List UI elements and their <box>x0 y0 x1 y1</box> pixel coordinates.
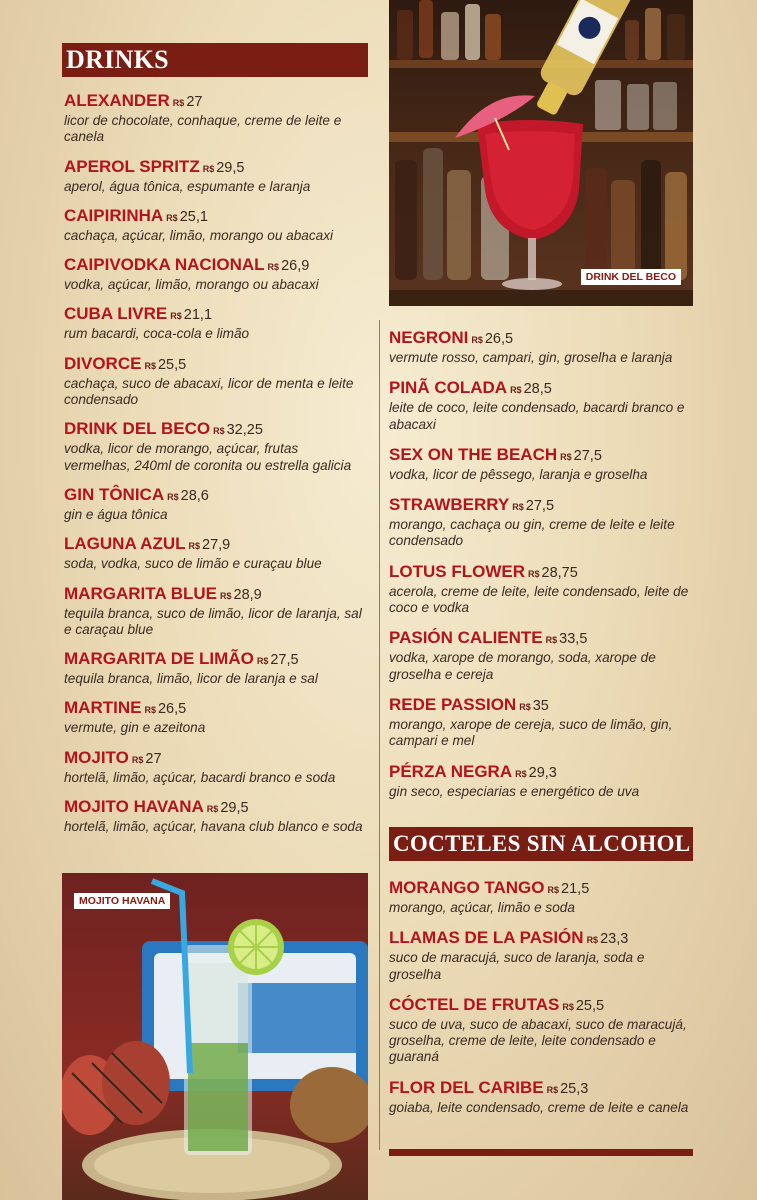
drinks-section-title: DRINKS <box>62 43 368 77</box>
menu-item-name: CAIPIVODKA NACIONAL <box>64 255 265 275</box>
menu-item-description: morango, açúcar, limão e soda <box>389 900 575 915</box>
menu-item-header <box>389 495 689 517</box>
menu-item-name: MARGARITA BLUE <box>64 583 217 603</box>
menu-item-price: 27,5 <box>270 652 299 669</box>
menu-item-name: NEGRONI <box>389 328 469 347</box>
menu-item-price: 29,3 <box>528 764 557 781</box>
menu-item <box>389 628 689 683</box>
menu-item-header <box>64 91 364 113</box>
menu-item-description: hortelã, limão, açúcar, havana club blanco e soda <box>64 819 363 835</box>
menu-item <box>389 562 689 617</box>
menu-item-header <box>389 378 689 400</box>
mojito-havana-label: MOJITO HAVANA <box>74 893 170 909</box>
menu-item <box>64 649 364 687</box>
menu-item-currency: R$ <box>167 491 179 502</box>
menu-item-name: MARTINE <box>64 698 142 718</box>
menu-item-price: 21,1 <box>183 307 213 324</box>
menu-item-price: 28,9 <box>233 586 262 603</box>
menu-item-currency: R$ <box>547 885 560 895</box>
menu-item-price: 27,5 <box>573 447 602 464</box>
menu-item <box>389 762 689 800</box>
menu-item-currency: R$ <box>202 163 215 174</box>
menu-item-description: vodka, açúcar, limão, morango ou abacaxi <box>64 277 319 293</box>
menu-item-description: licor de chocolate, conhaque, creme de leite e canela <box>64 113 342 145</box>
menu-item-description: gin e água tônica <box>64 506 168 522</box>
drink-del-beco-photo <box>389 0 693 306</box>
menu-item-description: vodka, licor de pêssego, laranja e groselha <box>389 466 648 482</box>
menu-item <box>64 748 364 786</box>
mojito-havana-illustration <box>62 873 368 1200</box>
menu-item-header <box>389 695 689 717</box>
menu-item-name: CUBA LIVRE <box>64 304 168 324</box>
menu-item-currency: R$ <box>131 754 144 765</box>
menu-item-name: PASIÓN CALIENTE <box>389 628 543 648</box>
menu-item-header <box>64 698 364 720</box>
menu-item-description: morango, cachaça ou gin, creme de leite e leite condensado <box>389 517 675 549</box>
menu-item-name: GIN TÔNICA <box>64 484 165 504</box>
menu-item <box>64 304 364 342</box>
menu-item-header <box>64 534 364 556</box>
menu-item-price: 27 <box>145 750 162 767</box>
menu-item-header <box>64 419 364 441</box>
menu-item-description: suco de maracujá, suco de laranja, soda e groselha <box>389 950 645 982</box>
menu-item-currency: R$ <box>519 701 531 712</box>
menu-item <box>389 378 689 433</box>
menu-item-currency: R$ <box>560 451 572 462</box>
menu-item <box>389 928 689 983</box>
menu-item-price: 28,75 <box>541 564 578 581</box>
menu-item-name: CAIPIRINHA <box>64 205 164 225</box>
menu-item <box>389 1078 689 1116</box>
column-divider <box>379 320 380 1150</box>
drink-del-beco-illustration <box>389 0 693 306</box>
menu-item-description: cachaça, suco de abacaxi, licor de menta e leite condensado <box>64 375 354 408</box>
menu-item-name: DIVORCE <box>64 353 142 373</box>
menu-item-name: MORANGO TANGO <box>389 878 545 897</box>
menu-item-name: LOTUS FLOWER <box>389 561 525 581</box>
menu-item-currency: R$ <box>172 98 185 108</box>
menu-item-currency: R$ <box>206 804 219 815</box>
menu-item <box>389 878 689 916</box>
menu-item-currency: R$ <box>586 935 599 946</box>
menu-item-header <box>64 255 364 277</box>
menu-item <box>64 797 364 835</box>
menu-item-header <box>64 354 364 376</box>
menu-item-description: vodka, licor de morango, açúcar, frutas vermelhas, 240ml de coronita ou estrella galicia <box>64 441 352 473</box>
menu-item-currency: R$ <box>545 635 558 646</box>
menu-item-header <box>64 649 364 671</box>
menu-item <box>64 485 364 523</box>
menu-item <box>64 255 364 293</box>
menu-item-name: MARGARITA DE LIMÃO <box>64 649 254 669</box>
menu-item-description: vermute, gin e azeitona <box>64 720 206 736</box>
menu-item-name: PÉRZA NEGRA <box>389 761 513 781</box>
menu-item-name: MOJITO HAVANA <box>64 797 204 817</box>
menu-item-price: 29,5 <box>216 159 245 176</box>
menu-item-name: MOJITO <box>64 747 129 767</box>
menu-item-price: 25,1 <box>179 208 208 225</box>
menu-item-currency: R$ <box>144 705 156 716</box>
menu-item-price: 33,5 <box>559 631 588 648</box>
menu-item-description: tequila branca, suco de limão, licor de laranja, sal e caraçau blue <box>64 605 362 637</box>
menu-item-name: REDE PASSION <box>389 694 517 714</box>
menu-item-header <box>64 206 364 228</box>
menu-item-name: CÓCTEL DE FRUTAS <box>389 994 560 1014</box>
menu-item-price: 26,9 <box>281 258 310 275</box>
menu-item-description: leite de coco, leite condensado, bacardi branco e abacaxi <box>389 400 685 432</box>
menu-item-header <box>64 584 364 606</box>
menu-item-price: 26,5 <box>484 331 514 347</box>
menu-item-header <box>389 445 689 467</box>
menu-item <box>389 328 689 366</box>
menu-item-name: STRAWBERRY <box>389 495 510 515</box>
menu-item <box>64 91 364 146</box>
menu-item-name: LAGUNA AZUL <box>64 534 186 554</box>
menu-item-description: vermute rosso, campari, gin, groselha e laranja <box>389 350 673 365</box>
sin-alcohol-list <box>389 878 689 1128</box>
menu-item <box>64 206 364 244</box>
drinks-list-left <box>64 91 364 846</box>
menu-item-currency: R$ <box>256 656 269 667</box>
menu-item-price: 25,3 <box>560 1080 589 1097</box>
menu-item-description: suco de uva, suco de abacaxi, suco de maracujá, groselha, creme de leite, leite condensado e guaraná <box>389 1016 687 1065</box>
menu-item-name: ALEXANDER <box>64 91 170 110</box>
bottom-rule <box>389 1149 693 1156</box>
menu-item-description: hortelã, limão, açúcar, bacardi branco e soda <box>64 769 336 785</box>
menu-item-name: SEX ON THE BEACH <box>389 444 558 464</box>
menu-item <box>389 495 689 550</box>
menu-item-description: cachaça, açúcar, limão, morango ou abacaxi <box>64 227 334 243</box>
menu-item-price: 27 <box>186 94 203 110</box>
menu-item-currency: R$ <box>471 335 483 345</box>
menu-item-header <box>64 157 364 179</box>
menu-item-header <box>389 928 689 950</box>
menu-item-header <box>389 328 689 350</box>
menu-item-description: gin seco, especiarias e energético de uva <box>389 783 640 799</box>
menu-item-currency: R$ <box>546 1084 559 1095</box>
menu-item-price: 25,5 <box>157 356 187 373</box>
menu-item-description: tequila branca, limão, licor de laranja e sal <box>64 671 318 687</box>
menu-item-price: 29,5 <box>220 800 249 817</box>
menu-item-price: 35 <box>532 697 549 714</box>
menu-item-header <box>64 304 364 326</box>
menu-item-header <box>64 485 364 507</box>
menu-item-header <box>389 995 689 1017</box>
menu-item <box>389 995 689 1066</box>
menu-item-currency: R$ <box>213 426 225 437</box>
menu-item <box>389 695 689 750</box>
sin-alcohol-section-title: COCTELES SIN ALCOHOL <box>389 827 693 861</box>
menu-item-header <box>389 762 689 784</box>
menu-item-currency: R$ <box>510 385 522 396</box>
menu-item-currency: R$ <box>219 590 232 601</box>
menu-item <box>64 584 364 639</box>
menu-item-description: soda, vodka, suco de limão e curaçau blue <box>64 556 322 572</box>
menu-item-name: APEROL SPRITZ <box>64 156 200 176</box>
menu-item-name: FLOR DEL CARIBE <box>389 1077 544 1097</box>
menu-item-currency: R$ <box>515 768 527 779</box>
menu-item-description: morango, xarope de cereja, suco de limão, gin, campari e mel <box>389 716 673 749</box>
menu-item-price: 21,5 <box>561 881 590 897</box>
menu-item-header <box>64 797 364 819</box>
menu-item-header <box>389 628 689 650</box>
menu-item <box>64 157 364 195</box>
menu-item-header <box>389 878 689 900</box>
menu-item-name: DRINK DEL BECO <box>64 419 211 439</box>
menu-item-price: 32,25 <box>226 422 263 439</box>
menu-item-name: LLAMAS DE LA PASIÓN <box>389 928 584 948</box>
menu-item-header <box>389 1078 689 1100</box>
menu-item-description: goiaba, leite condensado, creme de leite e canela <box>389 1099 689 1115</box>
menu-item-price: 27,9 <box>202 537 231 554</box>
menu-item <box>64 419 364 474</box>
menu-item-description: acerola, creme de leite, leite condensado, leite de coco e vodka <box>389 583 689 616</box>
menu-item-currency: R$ <box>166 212 178 223</box>
menu-item-header <box>64 748 364 770</box>
menu-item-price: 25,5 <box>575 997 605 1014</box>
menu-item <box>389 445 689 483</box>
menu-item-price: 28,6 <box>180 487 209 504</box>
drink-del-beco-label: DRINK DEL BECO <box>581 269 681 285</box>
menu-item-price: 26,5 <box>157 701 187 718</box>
menu-item-header <box>389 562 689 584</box>
menu-item <box>64 354 364 409</box>
menu-item-description: vodka, xarope de morango, soda, xarope de groselha e cereja <box>389 650 656 682</box>
menu-item-price: 23,3 <box>600 931 629 948</box>
menu-item-currency: R$ <box>512 502 524 513</box>
drinks-list-right <box>389 328 689 812</box>
menu-item-currency: R$ <box>267 262 280 273</box>
menu-item-price: 27,5 <box>525 498 555 515</box>
menu-item-description: aperol, água tônica, espumante e laranja <box>64 178 311 194</box>
menu-item-currency: R$ <box>562 1001 574 1012</box>
menu-item-description: rum bacardi, coca-cola e limão <box>64 326 250 342</box>
menu-item-name: PINÃ COLADA <box>389 378 508 398</box>
menu-item-currency: R$ <box>144 360 156 371</box>
menu-item-currency: R$ <box>170 311 182 322</box>
menu-item-currency: R$ <box>188 541 201 552</box>
menu-item <box>64 698 364 736</box>
menu-item-price: 28,5 <box>523 381 552 398</box>
menu-item-currency: R$ <box>527 568 540 579</box>
menu-item <box>64 534 364 572</box>
mojito-havana-photo <box>62 873 368 1200</box>
